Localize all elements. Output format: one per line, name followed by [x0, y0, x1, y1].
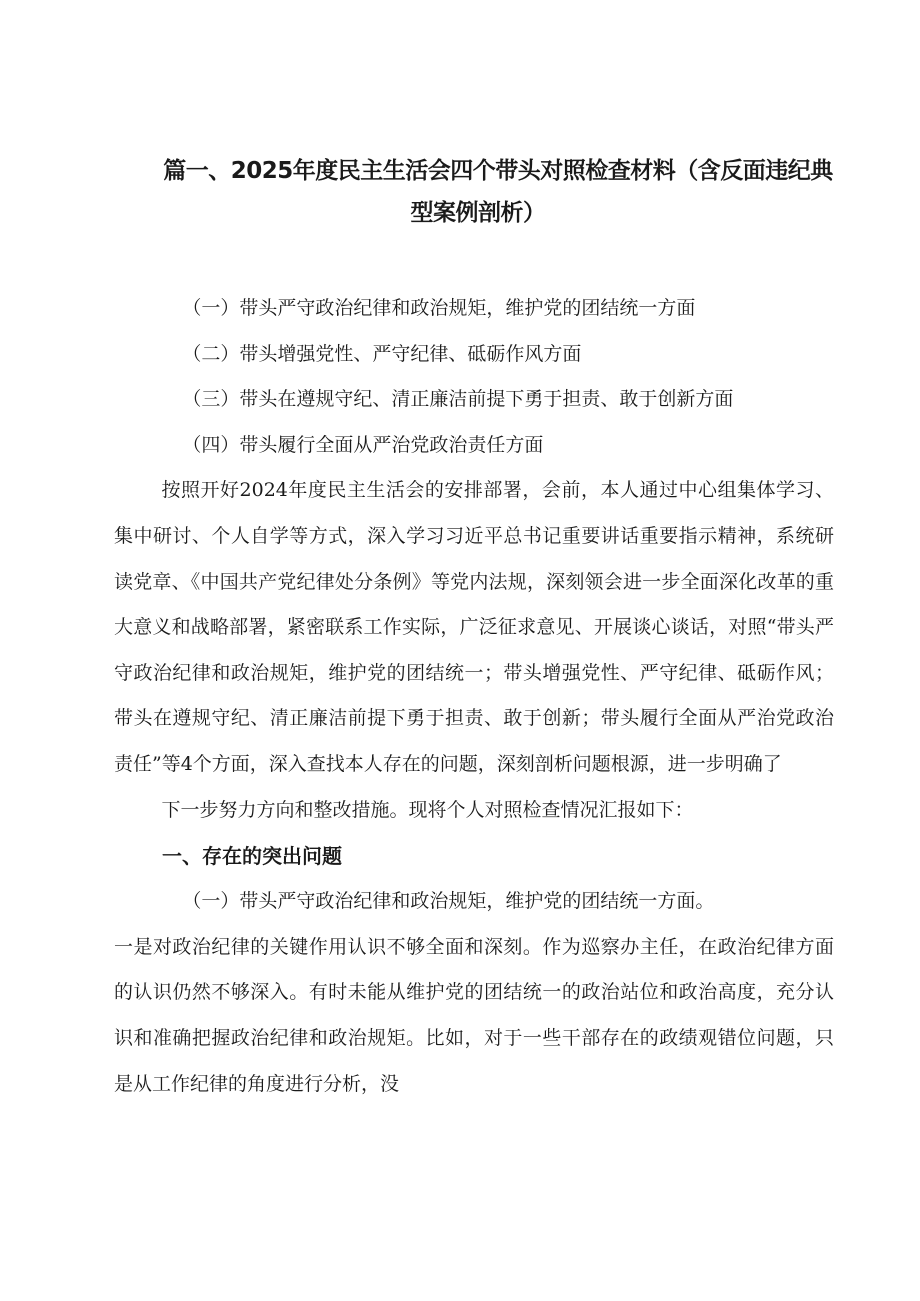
- document-body: [114, 286, 834, 1107]
- document-title: [118, 150, 838, 234]
- next-step-paragraph: 下一步努力方向和整改措施。现将个人对照检查情况汇报如下：: [161, 798, 694, 821]
- list-item: （四）带头履行全面从严治党政治责任方面: [182, 433, 544, 456]
- section-paragraph: 一是对政治纪律的关键作用认识不够全面和深刻。作为巡察办主任，在政治纪律方面的认识仍然不够深入。有时未能从维护党的团结统一的政治站位和政治高度，充分认识和准确把握政治纪律和政治规矩。比如，对于一些干部存在的政绩观错位问题，只是从工作纪律的角度进行分析，没: [114, 935, 834, 1095]
- section-item: （一）带头严守政治纪律和政治规矩，维护党的团结统一方面。: [182, 890, 715, 913]
- list-item: （二）带头增强党性、严守纪律、砥砺作风方面: [182, 342, 582, 365]
- title-line-1: 篇一、2025年度民主生活会四个带头对照检查材料（含反面违纪典: [163, 158, 833, 184]
- section-heading: 一、存在的突出问题: [162, 844, 342, 869]
- intro-paragraph: 按照开好2024年度民主生活会的安排部署，会前，本人通过中心组集体学习、集中研讨、个人自学等方式，深入学习习近平总书记重要讲话重要指示精神，系统研读党章、《中国共产党纪律处分条例》等党内法规，深刻领会进一步全面深化改革的重大意义和战略部署，紧密联系工作实际，广泛征求意见、开展谈心谈话，对照“带头严守政治纪律和政治规矩，维护党的团结统一；带头增强党性、严守纪律、砥砺作风；带头在遵规守纪、清正廉洁前提下勇于担责、敢于创新；带头履行全面从严治党政治责任”等4个方面，深入查找本人存在的问题，深刻剖析问题根源，进一步明确了: [114, 479, 834, 775]
- list-item: （一）带头严守政治纪律和政治规矩，维护党的团结统一方面: [182, 297, 696, 319]
- list-item: （三）带头在遵规守纪、清正廉洁前提下勇于担责、敢于创新方面: [182, 388, 734, 411]
- title-line-2: 型案例剖析）: [410, 200, 546, 226]
